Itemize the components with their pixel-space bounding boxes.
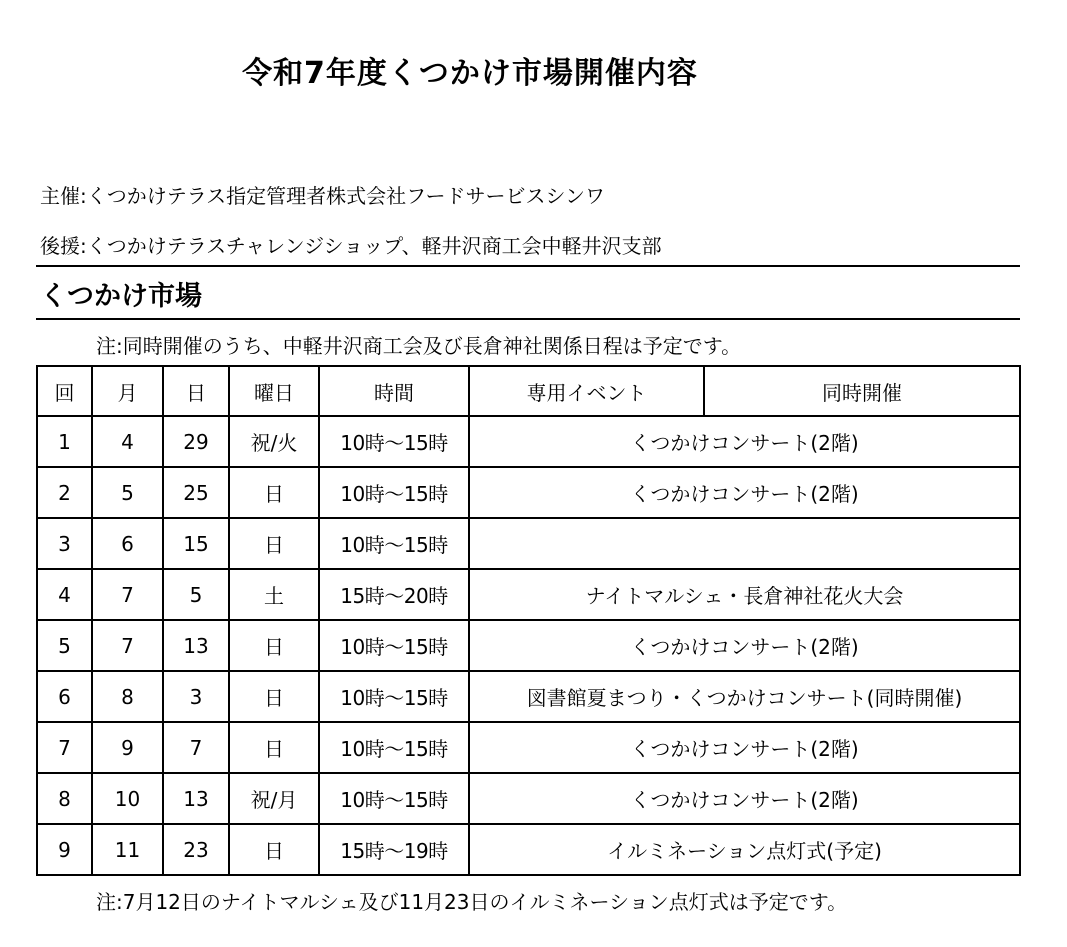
cell-jikan: 10時～15時 <box>319 671 469 722</box>
header-hi: 日 <box>163 366 229 416</box>
cell-youbi: 日 <box>229 620 319 671</box>
header-event: 専用イベント <box>469 366 704 416</box>
cell-event: イルミネーション点灯式(予定) <box>469 824 1020 875</box>
cell-tsuki: 5 <box>92 467 163 518</box>
section-heading: くつかけ市場 <box>40 281 202 312</box>
cell-hi: 13 <box>163 773 229 824</box>
table-row <box>37 518 1020 569</box>
table-row <box>37 824 1020 875</box>
table-row <box>37 467 1020 518</box>
cell-event: くつかけコンサート(2階) <box>469 722 1020 773</box>
table-row <box>37 671 1020 722</box>
cell-event <box>469 518 1020 569</box>
cell-jikan: 10時～15時 <box>319 518 469 569</box>
cell-tsuki: 6 <box>92 518 163 569</box>
header-youbi: 曜日 <box>229 366 319 416</box>
cell-event: ナイトマルシェ・長倉神社花火大会 <box>469 569 1020 620</box>
schedule-table <box>36 365 1021 876</box>
cell-youbi: 祝/月 <box>229 773 319 824</box>
cell-hi: 13 <box>163 620 229 671</box>
document-title: 令和7年度くつかけ市場開催内容 <box>242 56 698 91</box>
table-header-row <box>37 366 1020 416</box>
cell-tsuki: 8 <box>92 671 163 722</box>
organizer-host: 主催:くつかけテラス指定管理者株式会社フードサービスシンワ <box>40 184 606 208</box>
cell-kai: 9 <box>37 824 92 875</box>
cell-youbi: 日 <box>229 671 319 722</box>
cell-youbi: 日 <box>229 824 319 875</box>
cell-hi: 29 <box>163 416 229 467</box>
cell-kai: 1 <box>37 416 92 467</box>
cell-jikan: 15時～20時 <box>319 569 469 620</box>
cell-kai: 3 <box>37 518 92 569</box>
section-divider-bottom <box>36 318 1020 320</box>
cell-event: くつかけコンサート(2階) <box>469 416 1020 467</box>
cell-event: くつかけコンサート(2階) <box>469 620 1020 671</box>
cell-jikan: 10時～15時 <box>319 773 469 824</box>
organizer-support: 後援:くつかけテラスチャレンジショップ、軽井沢商工会中軽井沢支部 <box>40 234 662 258</box>
header-kai: 回 <box>37 366 92 416</box>
cell-jikan: 10時～15時 <box>319 620 469 671</box>
table-row <box>37 416 1020 467</box>
note-bottom: 注:7月12日のナイトマルシェ及び11月23日のイルミネーション点灯式は予定です。 <box>96 890 848 914</box>
header-jikan: 時間 <box>319 366 469 416</box>
cell-youbi: 祝/火 <box>229 416 319 467</box>
cell-hi: 23 <box>163 824 229 875</box>
cell-kai: 4 <box>37 569 92 620</box>
cell-tsuki: 7 <box>92 620 163 671</box>
cell-jikan: 10時～15時 <box>319 467 469 518</box>
cell-hi: 3 <box>163 671 229 722</box>
section-divider-top <box>36 265 1020 267</box>
cell-kai: 7 <box>37 722 92 773</box>
cell-tsuki: 10 <box>92 773 163 824</box>
table-row <box>37 620 1020 671</box>
cell-tsuki: 9 <box>92 722 163 773</box>
cell-youbi: 日 <box>229 467 319 518</box>
cell-tsuki: 11 <box>92 824 163 875</box>
cell-kai: 2 <box>37 467 92 518</box>
cell-hi: 7 <box>163 722 229 773</box>
cell-event: くつかけコンサート(2階) <box>469 467 1020 518</box>
table-row <box>37 722 1020 773</box>
cell-youbi: 日 <box>229 518 319 569</box>
table-row <box>37 569 1020 620</box>
cell-hi: 15 <box>163 518 229 569</box>
header-doji: 同時開催 <box>704 366 1020 416</box>
cell-jikan: 10時～15時 <box>319 722 469 773</box>
cell-tsuki: 7 <box>92 569 163 620</box>
table-row <box>37 773 1020 824</box>
cell-hi: 5 <box>163 569 229 620</box>
cell-event: 図書館夏まつり・くつかけコンサート(同時開催) <box>469 671 1020 722</box>
cell-tsuki: 4 <box>92 416 163 467</box>
header-tsuki: 月 <box>92 366 163 416</box>
note-top: 注:同時開催のうち、中軽井沢商工会及び長倉神社関係日程は予定です。 <box>96 334 742 358</box>
cell-jikan: 15時～19時 <box>319 824 469 875</box>
cell-youbi: 日 <box>229 722 319 773</box>
cell-kai: 5 <box>37 620 92 671</box>
cell-hi: 25 <box>163 467 229 518</box>
cell-kai: 8 <box>37 773 92 824</box>
cell-jikan: 10時～15時 <box>319 416 469 467</box>
cell-youbi: 土 <box>229 569 319 620</box>
cell-kai: 6 <box>37 671 92 722</box>
cell-event: くつかけコンサート(2階) <box>469 773 1020 824</box>
